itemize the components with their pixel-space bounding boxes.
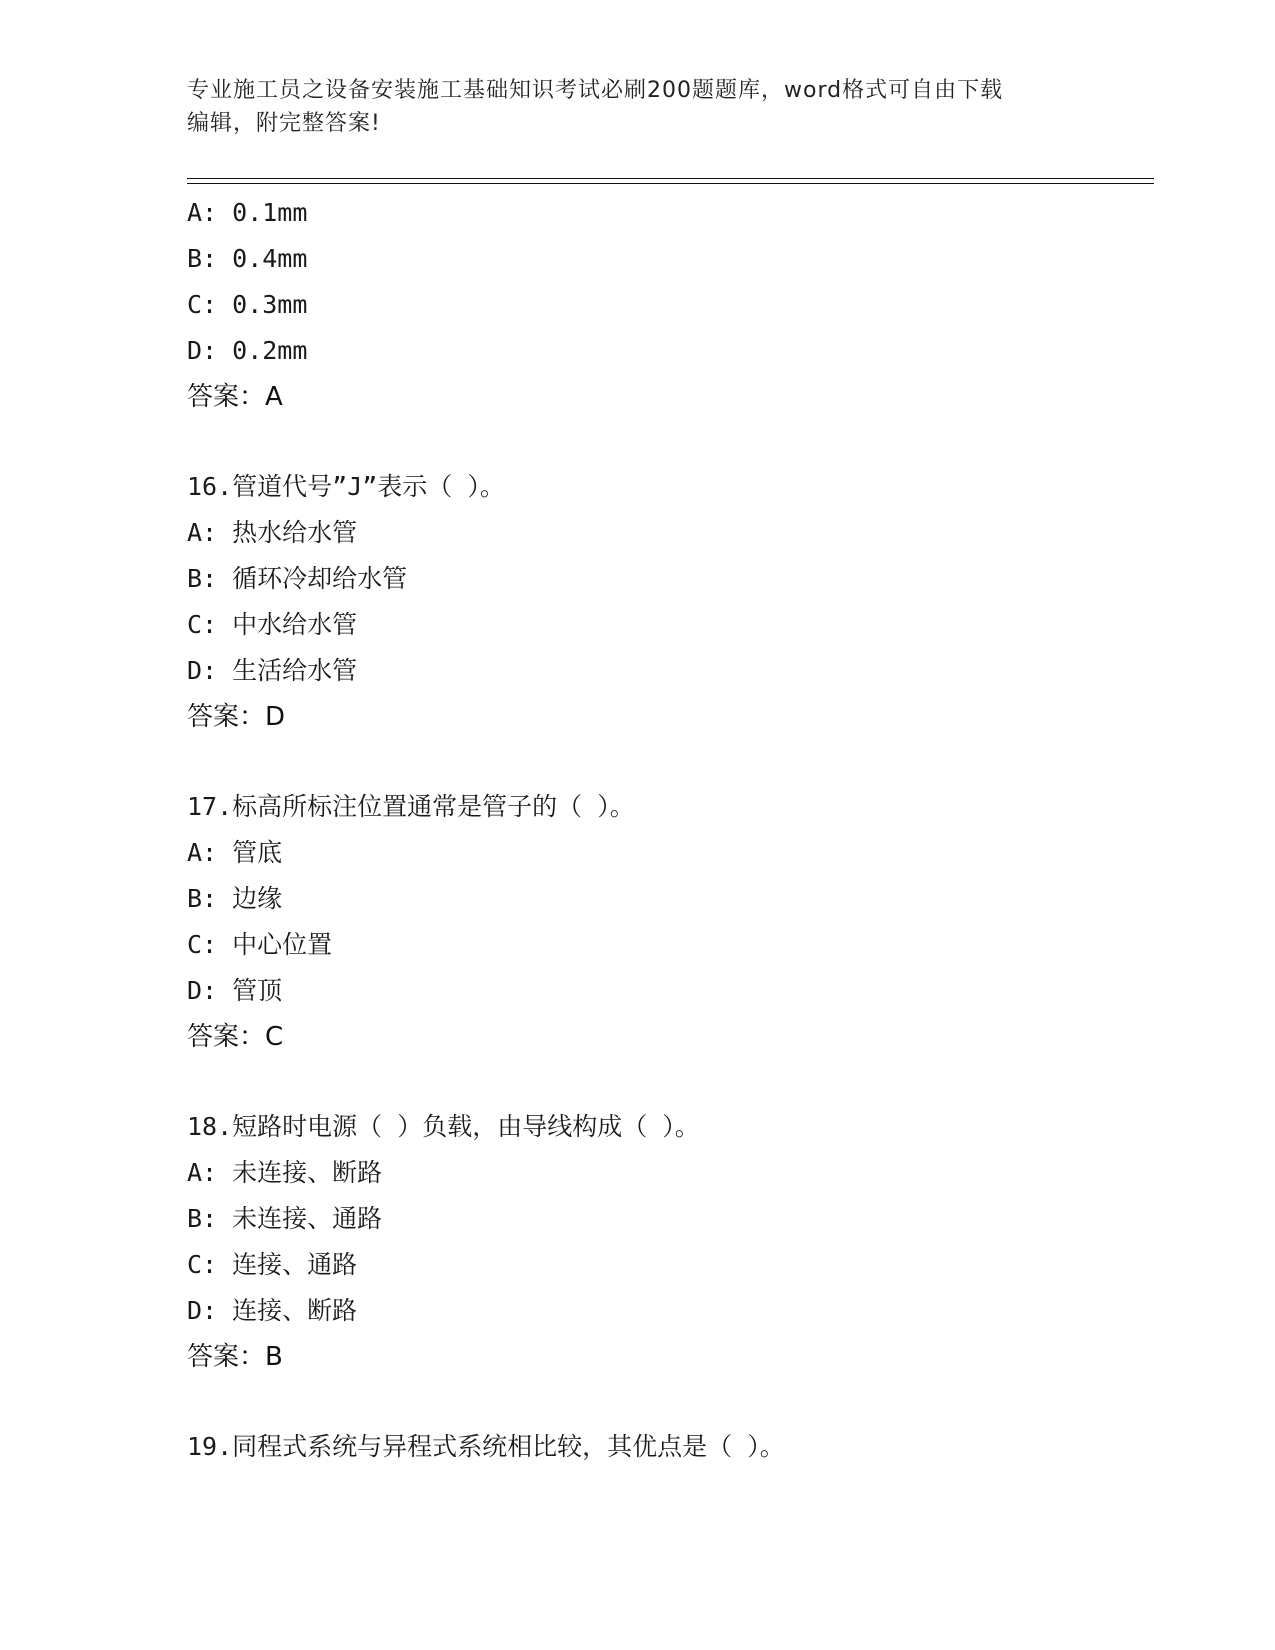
question-text: 19.同程式系统与异程式系统相比较，其优点是（ ）。 bbox=[187, 1432, 785, 1461]
option-a: A: 管底 bbox=[187, 838, 283, 867]
question-text: 16.管道代号”J”表示（ ）。 bbox=[187, 472, 505, 501]
document-header bbox=[187, 74, 1067, 140]
option-d: D: 0.2mm bbox=[187, 336, 308, 365]
question-text: 18.短路时电源（ ）负载，由导线构成（ ）。 bbox=[187, 1112, 700, 1141]
spacer bbox=[187, 1060, 1147, 1104]
option-b: B: 0.4mm bbox=[187, 244, 308, 273]
option-d: D: 生活给水管 bbox=[187, 656, 358, 685]
question-text: 17.标高所标注位置通常是管子的（ ）。 bbox=[187, 792, 635, 821]
question-block-16 bbox=[187, 464, 1147, 740]
option-c: C: 中心位置 bbox=[187, 930, 333, 959]
answer-line: 答案：C bbox=[187, 1022, 284, 1052]
option-b: B: 循环冷却给水管 bbox=[187, 564, 408, 593]
option-a: A: 热水给水管 bbox=[187, 518, 358, 547]
spacer bbox=[187, 1380, 1147, 1424]
spacer bbox=[187, 420, 1147, 464]
option-a: A: 未连接、断路 bbox=[187, 1158, 383, 1187]
header-divider-bottom bbox=[187, 183, 1154, 184]
question-block-17 bbox=[187, 784, 1147, 1060]
header-divider-top bbox=[187, 178, 1154, 179]
spacer bbox=[187, 740, 1147, 784]
question-block-18 bbox=[187, 1104, 1147, 1380]
option-c: C: 中水给水管 bbox=[187, 610, 358, 639]
question-block-15 bbox=[187, 190, 1147, 420]
answer-line: 答案：D bbox=[187, 702, 286, 732]
option-d: D: 连接、断路 bbox=[187, 1296, 358, 1325]
option-c: C: 连接、通路 bbox=[187, 1250, 358, 1279]
header-line-2: 编辑，附完整答案! bbox=[187, 111, 381, 136]
answer-line: 答案：B bbox=[187, 1342, 283, 1372]
question-list bbox=[187, 190, 1147, 1470]
option-b: B: 边缘 bbox=[187, 884, 283, 913]
option-d: D: 管顶 bbox=[187, 976, 283, 1005]
option-a: A: 0.1mm bbox=[187, 198, 308, 227]
question-block-19 bbox=[187, 1424, 1147, 1470]
answer-line: 答案：A bbox=[187, 382, 283, 412]
option-c: C: 0.3mm bbox=[187, 290, 308, 319]
header-line-1: 专业施工员之设备安装施工基础知识考试必刷200题题库，word格式可自由下载 bbox=[187, 78, 1004, 103]
option-b: B: 未连接、通路 bbox=[187, 1204, 383, 1233]
